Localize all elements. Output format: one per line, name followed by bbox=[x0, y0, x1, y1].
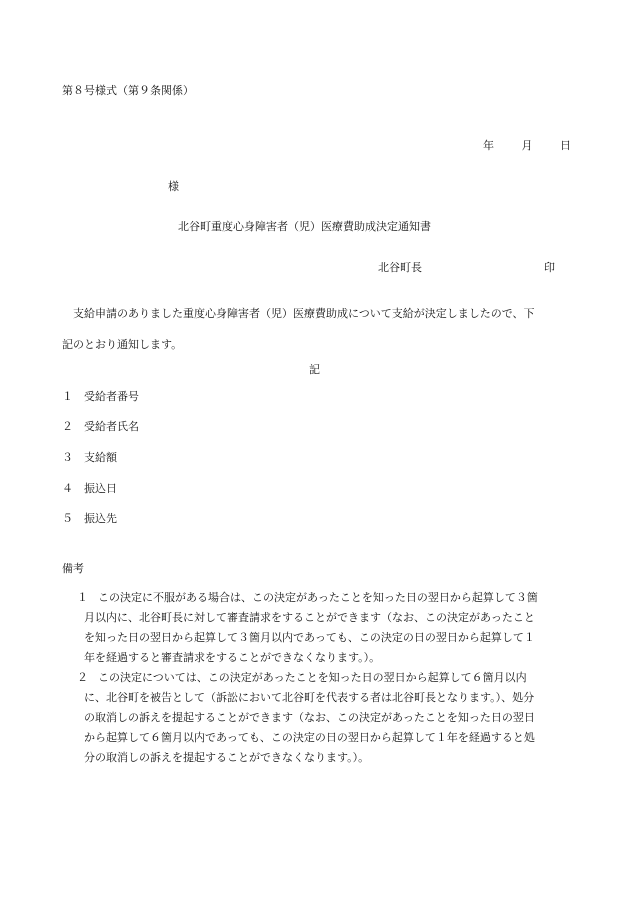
item-label: 受給者氏名 bbox=[84, 420, 139, 433]
item-label: 支給額 bbox=[84, 451, 117, 464]
remark-2-number: ２ bbox=[77, 671, 88, 684]
item-label: 振込先 bbox=[84, 512, 117, 525]
remark-2-line: に、北谷町を被告として（訴訟において北谷町を代表する者は北谷町長となります。）、処分 bbox=[84, 691, 535, 704]
item-number: ４ bbox=[62, 482, 73, 495]
addressee-suffix: 様 bbox=[168, 180, 179, 193]
remark-1-line: 月以内に、北谷町長に対して審査請求をすることができます（なお、この決定があったこと bbox=[84, 611, 535, 624]
remark-2-line: 分の取消しの訴えを提起することができなくなります。）。 bbox=[84, 751, 370, 764]
body-line-1: 支給申請のありました重度心身障害者（児）医療費助成について支給が決定しましたので、下 bbox=[73, 307, 535, 320]
ki-marker: 記 bbox=[309, 363, 320, 376]
item-number: １ bbox=[62, 390, 73, 403]
date-month: 月 bbox=[521, 139, 533, 152]
remark-2-line: から起算して６箇月以内であっても、この決定の日の翌日から起算して１年を経過すると処 bbox=[84, 731, 535, 744]
body-line-2: 記のとおり通知します。 bbox=[62, 338, 183, 351]
remark-2-line: の取消しの訴えを提起することができます（なお、この決定があったことを知った日の翌日 bbox=[84, 711, 535, 724]
item-number: ２ bbox=[62, 420, 73, 433]
remark-1-line: この決定に不服がある場合は、この決定があったことを知った日の翌日から起算して３箇 bbox=[98, 591, 538, 604]
date-day: 日 bbox=[560, 139, 571, 152]
remark-1-line: 年を経過すると審査請求をすることができなくなります。）。 bbox=[84, 651, 381, 664]
remark-2-line: この決定については、この決定があったことを知った日の翌日から起算して６箇月以内 bbox=[98, 671, 527, 684]
item-number: ５ bbox=[62, 512, 73, 525]
item-label: 振込日 bbox=[84, 482, 117, 495]
item-label: 受給者番号 bbox=[84, 390, 139, 403]
date-year: 年 bbox=[483, 139, 494, 152]
remark-1-line: を知った日の翌日から起算して３箇月以内であっても、この決定の日の翌日から起算して１ bbox=[84, 631, 535, 644]
date-line bbox=[483, 140, 571, 151]
document-title: 北谷町重度心身障害者（児）医療費助成決定通知書 bbox=[178, 220, 431, 233]
issuer-seal: 印 bbox=[544, 261, 555, 274]
issuer-name: 北谷町長 bbox=[378, 261, 422, 274]
item-number: ３ bbox=[62, 451, 73, 464]
remarks-heading: 備考 bbox=[62, 562, 84, 575]
form-number: 第８号様式（第９条関係） bbox=[62, 84, 194, 97]
remark-1-number: １ bbox=[77, 591, 88, 604]
